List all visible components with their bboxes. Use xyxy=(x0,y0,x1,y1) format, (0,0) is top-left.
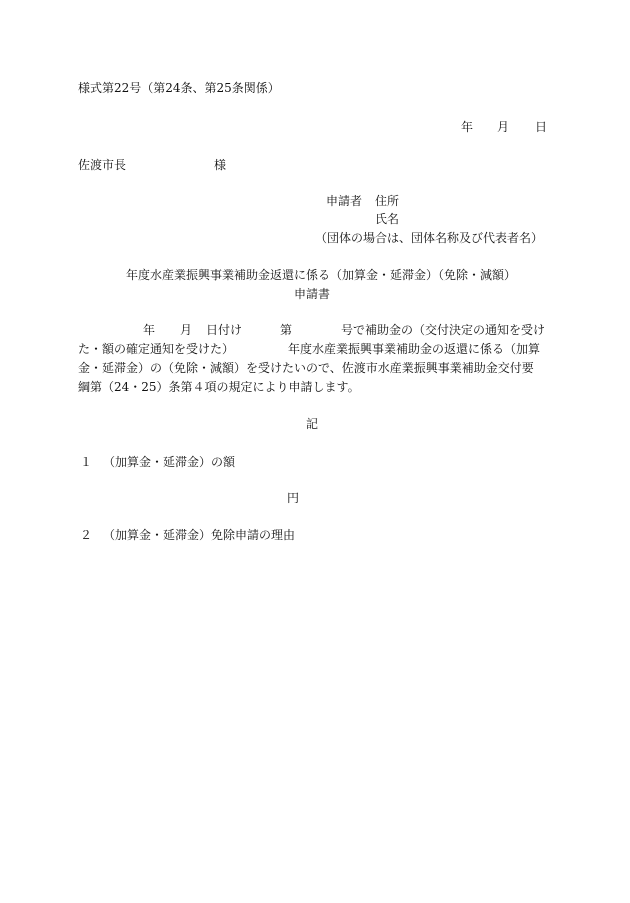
ki-heading: 記 xyxy=(306,417,319,431)
body-dated-label: 日付け xyxy=(206,323,243,337)
applicant-label: 申請者 xyxy=(326,194,363,208)
applicant-name-label: 氏名 xyxy=(375,212,400,226)
item-1-number: １ xyxy=(80,455,93,469)
title-line-1: 年度水産業振興事業補助金返還に係る（加算金・延滞金）（免除・減額） xyxy=(126,268,517,282)
body-line-2-part-1: た・額の確定通知を受けた） xyxy=(78,342,235,356)
applicant-address-label: 住所 xyxy=(375,194,400,208)
item-2-text: （加算金・延滞金）免除申請の理由 xyxy=(103,528,296,542)
body-line-3: 金・延滞金）の（免除・減額）を受けたいので、佐渡市水産業振興事業補助金交付要 xyxy=(78,361,534,375)
date-year-label: 年 xyxy=(461,120,474,134)
date-month-label: 月 xyxy=(497,120,510,134)
amount-unit: 円 xyxy=(287,491,300,505)
applicant-group-note: （団体の場合は、団体名称及び代表者名） xyxy=(315,231,544,245)
addressee-title: 佐渡市長 xyxy=(78,158,127,172)
body-line-2-part-2: 年度水産業振興事業補助金の返還に係る（加算 xyxy=(288,342,541,356)
item-2-number: ２ xyxy=(80,528,93,542)
item-1-text: （加算金・延滞金）の額 xyxy=(103,455,236,469)
addressee-honorific: 様 xyxy=(214,158,227,172)
form-number: 様式第22号（第24条、第25条関係） xyxy=(78,81,280,95)
body-number-prefix: 第 xyxy=(280,323,293,337)
title-line-2: 申請書 xyxy=(294,287,331,301)
body-year-label: 年 xyxy=(143,323,156,337)
body-month-label: 月 xyxy=(180,323,193,337)
date-day-label: 日 xyxy=(535,120,548,134)
body-line-4: 綱第（24・25）条第４項の規定により申請します。 xyxy=(78,380,360,394)
body-line-1-rest: 号で補助金の（交付決定の通知を受け xyxy=(341,323,546,337)
